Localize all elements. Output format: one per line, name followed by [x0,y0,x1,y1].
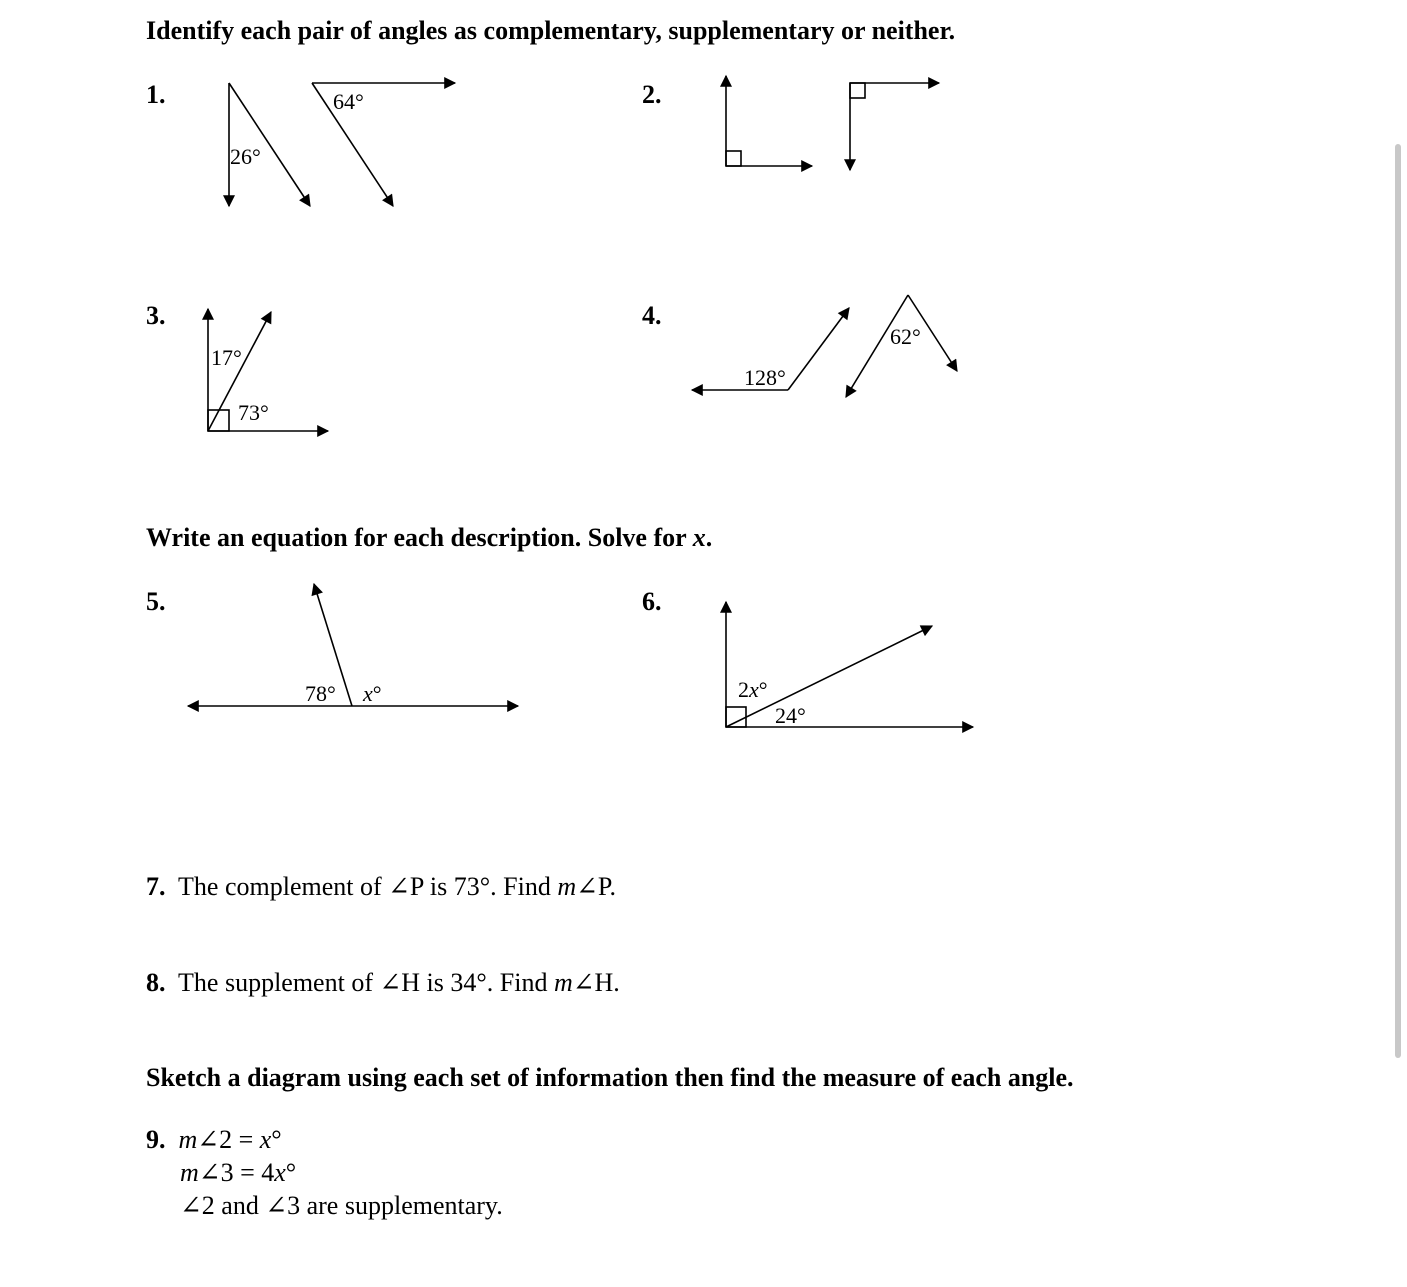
problem-7-m: m [557,872,577,901]
vertical-scrollbar[interactable] [1395,144,1401,1058]
problem-7-text: The complement of ∠P is 73°. Find [178,872,558,901]
problem-9-line-1-m: m [178,1125,198,1154]
problem-9-number: 9. [146,1125,166,1154]
problem-9-line-1 [146,1125,282,1155]
problem-6-label-2x [738,677,768,703]
problem-8-text: The supplement of ∠H is 34°. Find [178,968,554,997]
equation-heading-text: Write an equation for each description. Solve for [146,523,693,552]
problem-9-line-1-rest: ∠2 = [197,1125,260,1154]
problem-1-label-64: 64° [333,89,364,114]
sketch-heading: Sketch a diagram using each set of information then find the measure of each angle. [146,1063,1074,1092]
problem-6-label-var: x [749,677,759,702]
problem-1-label-26: 26° [230,144,261,169]
problem-6-label-deg: ° [758,677,768,702]
problem-6-number: 6. [642,587,662,616]
problem-7-text-end: ∠P. [576,872,616,901]
problem-9-line-2-var: x [274,1158,286,1187]
problem-1-number: 1. [146,80,166,109]
problem-3-number: 3. [146,301,166,330]
identify-heading: Identify each pair of angles as complementary, supplementary or neither. [146,16,956,45]
problem-9-line-2-rest: ∠3 = 4 [198,1158,275,1187]
problem-4-label-62: 62° [890,324,921,349]
problem-5-label-x [363,681,382,707]
problem-9-line-2-deg: ° [285,1158,297,1187]
problem-4-label-128: 128° [744,365,786,390]
problem-8 [146,968,620,998]
problem-8-text-end: ∠H. [572,968,620,997]
problem-9-line-3: ∠2 and ∠3 are supplementary. [180,1191,503,1220]
problem-3-label-73: 73° [238,400,269,425]
problem-9-line-1-deg: ° [271,1125,282,1154]
problem-6-label-coef: 2 [738,677,749,702]
problem-5-figure [188,584,518,706]
problem-5-label-78: 78° [305,681,336,706]
problem-8-number: 8. [146,968,166,997]
problem-8-m: m [553,968,573,997]
problem-7 [146,872,616,902]
problem-5-label-deg: ° [372,681,382,706]
problem-6-label-24: 24° [775,703,806,728]
problem-2-angle-a [726,76,812,166]
problem-9-line-2 [180,1158,296,1188]
problem-9-line-2-m: m [180,1158,199,1187]
problem-4-number: 4. [642,301,662,330]
problem-5-label-var: x [363,681,373,706]
problem-9-line-1-var: x [259,1125,272,1154]
problem-5-number: 5. [146,587,166,616]
equation-heading-var: x [692,523,706,552]
problem-2-angle-b [850,83,939,170]
problem-2-number: 2. [642,80,662,109]
problem-7-number: 7. [146,872,166,901]
problem-3-label-17: 17° [211,345,242,370]
equation-heading-suffix: . [705,523,713,552]
problem-6-figure [726,602,973,727]
